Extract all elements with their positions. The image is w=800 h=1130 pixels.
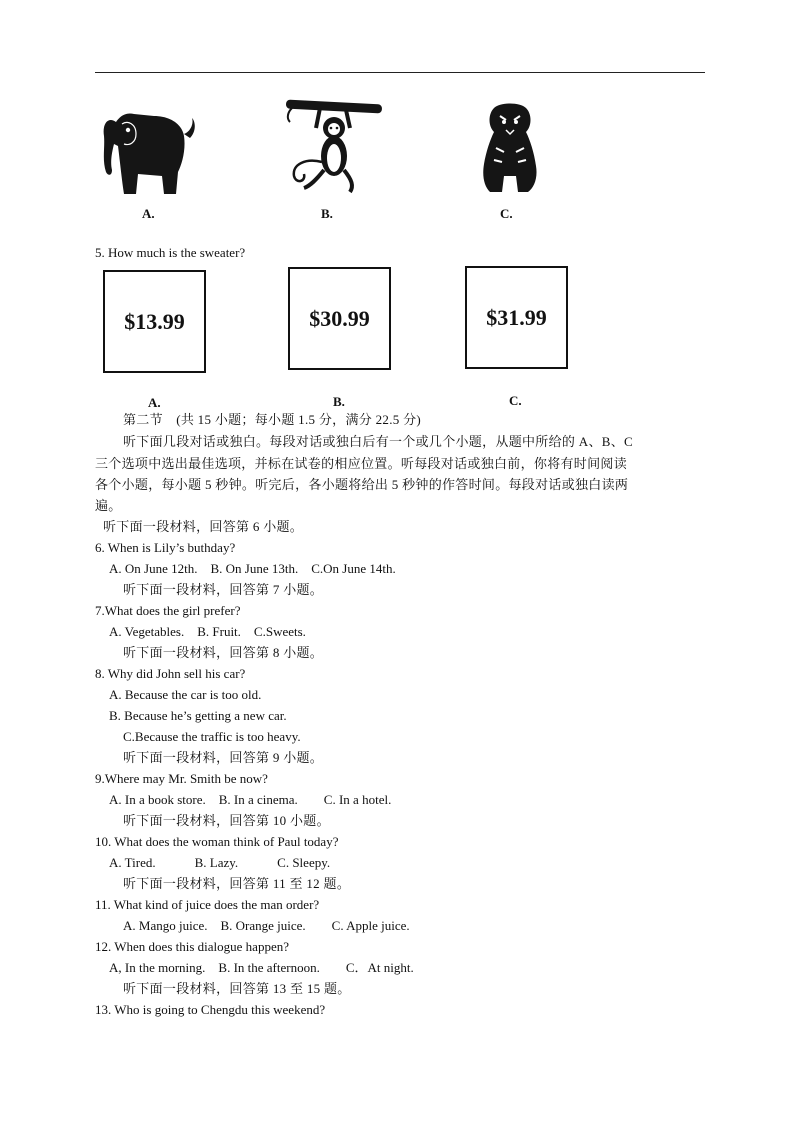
q11-question: 11. What kind of juice does the man order? bbox=[95, 897, 320, 912]
listening-instruction: 听下面一段材料，回答第 13 至 15 题。 bbox=[123, 981, 351, 996]
q6-options: A. On June 12th. B. On June 13th. C.On June 14th. bbox=[109, 561, 396, 576]
section2-instructions-3: 各个小题，每小题 5 秒钟。听完后，各小题将给出 5 秒钟的作答时间。每段对话或独白读两 bbox=[95, 477, 629, 492]
q11-options: A. Mango juice. B. Orange juice. C. Apple juice. bbox=[123, 918, 410, 933]
q13-question: 13. Who is going to Chengdu this weekend? bbox=[95, 1002, 326, 1017]
listening-instruction: 听下面一段材料，回答第 7 小题。 bbox=[123, 582, 324, 597]
q5-price-a: $13.99 bbox=[124, 308, 185, 334]
q5-question: 5. How much is the sweater? bbox=[95, 245, 246, 260]
q5-price-box-c bbox=[465, 266, 568, 369]
monkey-image bbox=[280, 98, 384, 198]
q5-option-a-label: A. bbox=[148, 395, 161, 410]
q10-question: 10. What does the woman think of Paul today? bbox=[95, 834, 339, 849]
listening-instruction: 听下面一段材料，回答第 8 小题。 bbox=[123, 645, 324, 660]
q7-question: 7.What does the girl prefer? bbox=[95, 603, 241, 618]
q9-question: 9.Where may Mr. Smith be now? bbox=[95, 771, 268, 786]
q4-option-b-label: B. bbox=[321, 206, 333, 221]
q8-question: 8. Why did John sell his car? bbox=[95, 666, 246, 681]
q12-question: 12. When does this dialogue happen? bbox=[95, 939, 289, 954]
listening-instruction: 听下面一段材料，回答第 10 小题。 bbox=[123, 813, 330, 828]
q7-options: A. Vegetables. B. Fruit. C.Sweets. bbox=[109, 624, 306, 639]
elephant-image bbox=[98, 102, 202, 198]
q5-price-box-a bbox=[103, 270, 206, 373]
listening-instruction: 听下面一段材料，回答第 6 小题。 bbox=[103, 519, 304, 534]
section2-instructions-2: 三个选项中选出最佳选项，并标在试卷的相应位置。听每段对话或独白前，你将有时间阅读 bbox=[95, 456, 628, 471]
q5-option-c-label: C. bbox=[509, 393, 522, 408]
q5-price-b: $30.99 bbox=[309, 305, 370, 331]
q10-options: A. Tired. B. Lazy. C. Sleepy. bbox=[109, 855, 331, 870]
section2-heading: 第二节 (共 15 小题；每小题 1.5 分，满分 22.5 分) bbox=[123, 412, 422, 427]
q4-option-a-label: A. bbox=[142, 206, 155, 221]
q5-option-b-label: B. bbox=[333, 394, 345, 409]
tiger-image bbox=[470, 100, 550, 196]
q8-option-b: B. Because he’s getting a new car. bbox=[109, 708, 287, 723]
q12-options: A, In the morning. B. In the afternoon. C．At night. bbox=[109, 960, 414, 975]
section2-instructions-1: 听下面几段对话或独白。每段对话或独白后有一个或几个小题，从题中所给的 A、B、C bbox=[123, 434, 633, 449]
section2-instructions-4: 遍。 bbox=[95, 498, 122, 513]
listening-instruction: 听下面一段材料，回答第 11 至 12 题。 bbox=[123, 876, 351, 891]
top-rule bbox=[95, 72, 705, 73]
q5-price-c: $31.99 bbox=[486, 304, 547, 330]
q5-price-box-b bbox=[288, 267, 391, 370]
q4-option-c-label: C. bbox=[500, 206, 513, 221]
q8-option-c: C.Because the traffic is too heavy. bbox=[123, 729, 301, 744]
q8-option-a: A. Because the car is too old. bbox=[109, 687, 262, 702]
listening-instruction: 听下面一段材料，回答第 9 小题。 bbox=[123, 750, 324, 765]
q9-options: A. In a book store. B. In a cinema. C. In a hotel. bbox=[109, 792, 392, 807]
q6-question: 6. When is Lily’s buthday? bbox=[95, 540, 236, 555]
